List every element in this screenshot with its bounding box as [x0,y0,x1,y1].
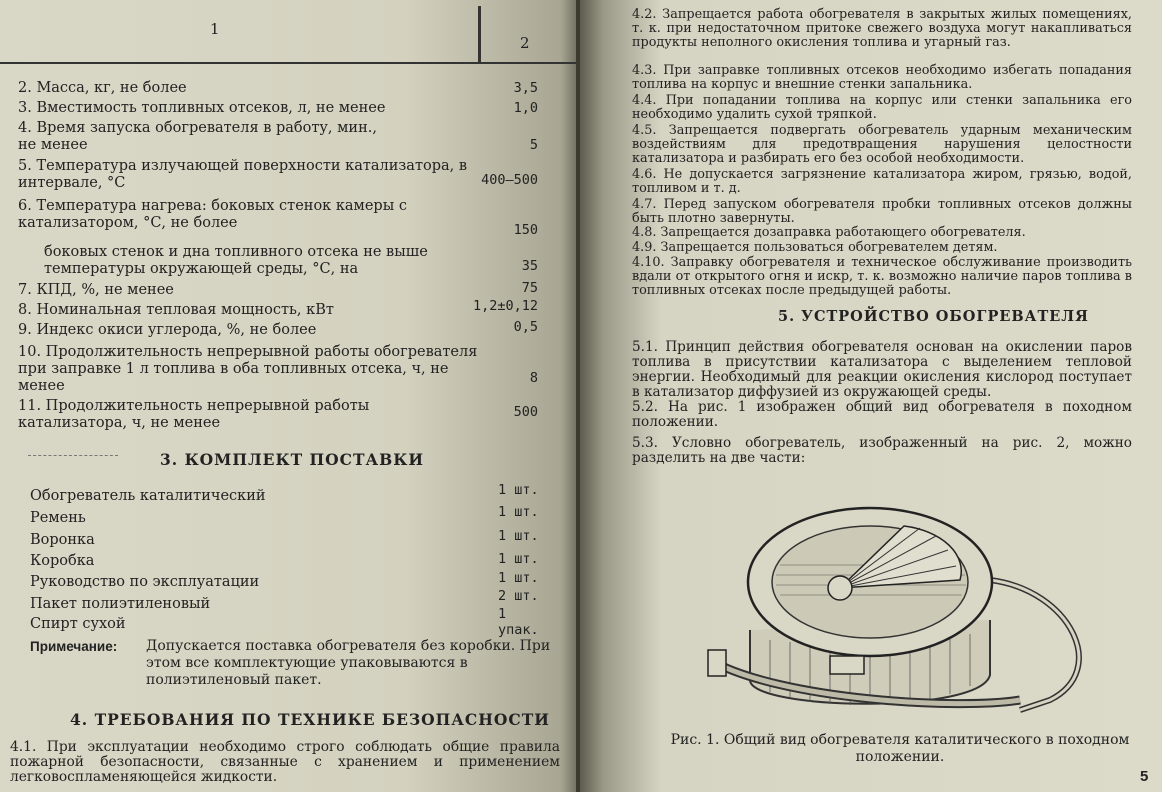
kit-item: Ремень 1 шт. [30,504,539,526]
kit-item: Руководство по эксплуатации 1 шт. [30,570,539,590]
section-3-title: 3. КОМПЛЕКТ ПОСТАВКИ [160,450,425,469]
spec-row: 2. Масса, кг, не более 3,5 [18,80,538,96]
spec-row: 9. Индекс окиси углерода, %, не более 0,5 [18,319,538,338]
paragraph-4-4: 4.4. При попадании топлива на корпус или стенки запальника его необходимо удалить сухой тряпкой. [632,93,1132,122]
spec-row: 3. Вместимость топливных отсеков, л, не менее 1,0 [18,100,538,116]
divider [28,455,118,456]
spec-row: 11. Продолжительность непрерывной работы катализатора, ч, не менее 500 [18,398,538,431]
paragraph-4-6: 4.6. Не допускается загрязнение катализатора жиром, грязью, водой, топливом и т. д. [632,167,1132,196]
kit-item: Обогреватель каталитический 1 шт. [30,482,539,504]
paragraph-5-2: 5.2. На рис. 1 изображен общий вид обогревателя в походном положении. [632,399,1132,430]
paragraph-4-1: 4.1. При эксплуатации необходимо строго соблюдать общие правила пожарной безопасности, связанные с хранением и применением легковоспламеняющейся жидкости. [10,739,560,785]
paragraph-4-5: 4.5. Запрещается подвергать обогреватель ударным механическим воздействиям для предотвращения нарушения целостности катализатора и разбирать его без особой необходимости. [632,123,1132,166]
paragraph-4-10: 4.10. Заправку обогревателя и техническое обслуживание производить вдали от открытого огня и искр, т. к. возможно наличие паров топлива в топливных отсеках после предыдущей работы. [632,255,1132,298]
spec-row: 8. Номинальная тепловая мощность, кВт 1,2±0,12 [18,298,538,318]
spec-row: боковых стенок и дна топливного отсека не выше температуры окружающей среды, °С, на 35 [44,244,538,277]
paragraph-4-3: 4.3. При заправке топливных отсеков необходимо избегать попадания топлива на корпус и внешние стенки запальника. [632,63,1132,92]
paragraph-5-3: 5.3. Условно обогреватель, изображенный на рис. 2, можно разделить на две части: [632,435,1132,466]
spec-row: 7. КПД, %, не менее 75 [18,280,538,298]
note-text: Допускается поставка обогревателя без коробки. При этом все комплектующие упаковываются в полиэтиленовый пакет. [146,638,551,688]
spec-row: 10. Продолжительность непрерывной работы обогревателя при заправке 1 л топлива в оба топливных отсека, ч, не менее 8 [18,344,538,394]
spec-row: 6. Температура нагрева: боковых стенок камеры с катализатором, °С, не более 150 [18,198,538,238]
page-number: 5 [1140,768,1149,785]
left-page [0,0,578,792]
spec-row: 4. Время запуска обогревателя в работу, мин., не менее 5 [18,120,538,153]
spec-table-header [0,0,578,64]
column-1-header: 1 [210,20,220,38]
note [30,638,560,688]
heater-illustration [690,470,1100,730]
paragraph-4-8: 4.8. Запрещается дозаправка работающего обогревателя. [632,225,1026,240]
paragraph-4-7: 4.7. Перед запуском обогревателя пробки топливных отсеков должны быть плотно завернуты. [632,197,1132,226]
kit-item: Спирт сухой 1 упак. [30,606,539,638]
note-label: Примечание: [30,639,118,654]
paragraph-4-2: 4.2. Запрещается работа обогревателя в закрытых жилых помещениях, т. к. при недостаточном притоке свежего воздуха могут накапливаться продукты неполного окисления топлива и угарный газ. [632,7,1132,50]
kit-item: Пакет полиэтиленовый 2 шт. [30,588,539,612]
figure-caption: Рис. 1. Общий вид обогревателя каталитического в походном положении. [670,732,1130,765]
section-4-title: 4. ТРЕБОВАНИЯ ПО ТЕХНИКЕ БЕЗОПАСНОСТИ [70,710,550,729]
kit-item: Коробка 1 шт. [30,551,539,569]
paragraph-5-1: 5.1. Принцип действия обогревателя основан на окислении паров топлива в присутствии катализатора с выделением тепловой энергии. Необходимый для реакции окисления кислород поступает в катализатор диффузией из окружающей среды. [632,339,1132,400]
column-divider [478,6,481,62]
right-page [580,0,1162,792]
kit-item: Воронка 1 шт. [30,528,539,548]
paragraph-4-9: 4.9. Запрещается пользоваться обогревателем детям. [632,240,998,255]
column-2-header: 2 [520,34,530,52]
section-5-title: 5. УСТРОЙСТВО ОБОГРЕВАТЕЛЯ [778,308,1089,325]
spec-row: 5. Температура излучающей поверхности катализатора, в интервале, °С 400—500 [18,158,538,191]
